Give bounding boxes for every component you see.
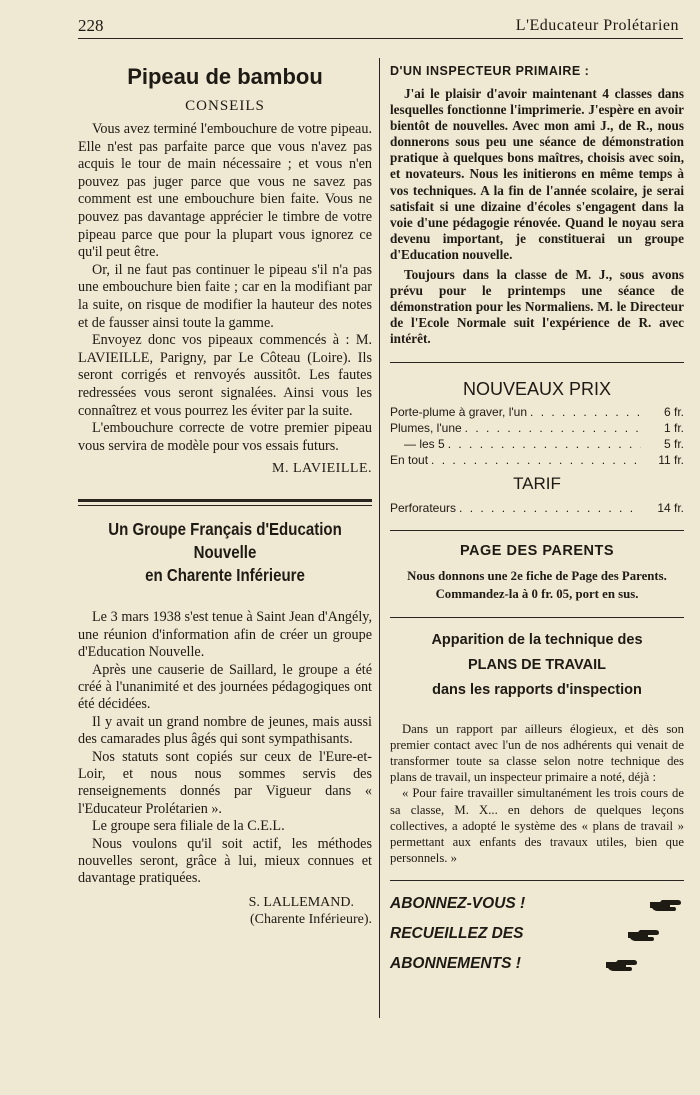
pointing-hand-icon bbox=[648, 898, 682, 912]
subscribe-text: ABONNEMENTS ! bbox=[390, 955, 521, 973]
journal-title: L'Educateur Prolétarien bbox=[515, 17, 679, 34]
page-number: 228 bbox=[78, 16, 104, 35]
parents-title: PAGE DES PARENTS bbox=[459, 542, 615, 559]
section-divider bbox=[390, 880, 684, 881]
paragraph: Après une causerie de Saillard, le groupe a été créé à l'unanimité et des journées pédagogiques ont été décidées. bbox=[78, 661, 372, 713]
price-label: Plumes, l'une bbox=[390, 420, 462, 435]
signature-lallemand: S. LALLEMAND. bbox=[248, 894, 354, 910]
subscribe-text: RECUEILLEZ DES bbox=[390, 925, 524, 943]
paragraph: L'embouchure correcte de votre premier pipeau vous servira de modèle pour vos essais futurs. bbox=[78, 420, 372, 454]
paragraph: J'ai le plaisir d'avoir maintenant 4 classes dans lesquelles fonctionne l'imprimerie. J'espère en avoir bientôt de nouvelles. Avec mon ami J., de R., nous donnerons sous peu une séance de démonstration pratique à quelques bons maîtres, choisis avec soin, et novateurs. Nous les initierons en même temps à vos techniques. A la fin de l'année scolaire, je serai satisfait si une dizaine d'écoles s'engagent dans la voie d'une pédagogie rénovée. Quand le noyau sera devenu important, je constituerai un groupe d'Education nouvelle. bbox=[390, 86, 684, 262]
price-row bbox=[390, 436, 684, 452]
article-subtitle-conseils: CONSEILS bbox=[185, 98, 265, 114]
leader-dots bbox=[465, 420, 641, 436]
paragraph: Le groupe sera filiale de la C.E.L. bbox=[92, 818, 285, 835]
price-row bbox=[390, 420, 684, 436]
running-header bbox=[78, 14, 683, 39]
paragraph: Il y avait un grand nombre de jeunes, mais aussi des camarades plus âgés qui sont sympathisants. bbox=[78, 713, 372, 748]
apparition-line: PLANS DE TRAVAIL bbox=[467, 656, 607, 673]
subscribe-text: ABONNEZ-VOUS ! bbox=[390, 895, 526, 913]
price-label: Porte-plume à graver, l'un bbox=[390, 404, 528, 419]
section-divider bbox=[390, 530, 684, 531]
subscribe-block bbox=[390, 889, 684, 979]
column-divider bbox=[379, 58, 380, 1018]
subscribe-line bbox=[390, 919, 684, 949]
price-value: 5 fr. bbox=[663, 436, 684, 451]
section-divider bbox=[78, 499, 372, 506]
article-title-pipeau: Pipeau de bambou bbox=[127, 64, 323, 89]
paragraph: Dans un rapport par ailleurs élogieux, et dès son premier contact avec l'un de nos adhérents qui venait de transformer toute sa classe selon notre technique des plans de travail, un inspecteur primaire a noté, déjà : bbox=[390, 721, 684, 785]
signature-lavieille: M. LAVIEILLE. bbox=[272, 461, 372, 477]
tarif-title: TARIF bbox=[513, 473, 561, 493]
article-title-line: Un Groupe Français d'Education Nouvelle bbox=[108, 519, 342, 563]
paragraph: Nous voulons qu'il soit actif, les méthodes nouvelles seront, grâce à lui, mieux connues et davantage pratiquées. bbox=[78, 835, 372, 887]
section-divider bbox=[390, 617, 684, 618]
leader-dots bbox=[459, 500, 641, 516]
paragraph: Or, il ne faut pas continuer le pipeau s'il n'a pas une embouchure bien faite ; car en la modifiant par la suite, on risque de modifier la hauteur des notes et de fausser ainsi toute la gamme. bbox=[78, 261, 372, 331]
article-body-groupe bbox=[78, 609, 372, 888]
paragraph: Toujours dans la classe de M. J., sous avons prévu pour le printemps une séance de démonstration pour les Normaliens. M. le Directeur de l'Ecole Normale suit l'expérience de R. avec intérêt. bbox=[390, 267, 684, 347]
leader-dots bbox=[448, 436, 641, 452]
subscribe-line bbox=[390, 949, 684, 979]
pointing-hand-icon bbox=[626, 928, 660, 942]
article-body-pipeau bbox=[78, 121, 372, 455]
right-column bbox=[390, 58, 684, 979]
paragraph: Nos statuts sont copiés sur ceux de l'Eure-et-Loir, et nous nous sommes servis des renseignements donnés par Vigueur dans « l'Educateur Prolétarien ». bbox=[78, 748, 372, 817]
inspector-heading: D'UN INSPECTEUR PRIMAIRE : bbox=[390, 64, 590, 78]
parents-text: Nous donnons une 2e fiche de Page des Parents. Commandez-la à 0 fr. 05, port en sus. bbox=[407, 568, 667, 601]
price-value: 1 fr. bbox=[663, 420, 684, 435]
paragraph: Le 3 mars 1938 s'est tenue à Saint Jean d'Angély, une réunion d'information afin de créer un groupe d'Education Nouvelle. bbox=[78, 609, 372, 661]
apparition-line: dans les rapports d'inspection bbox=[432, 681, 642, 698]
prices-title: NOUVEAUX PRIX bbox=[462, 378, 612, 399]
article-title-line: en Charente Inférieure bbox=[145, 565, 305, 586]
paragraph: « Pour faire travailler simultanément les trois cours de sa classe, M. X... en dehors de quelques leçons collectives, a adopté le système des « plans de travail » permettant aux enfants des travaux utiles, bien que personnels. » bbox=[390, 786, 684, 866]
subscribe-line bbox=[390, 889, 684, 919]
section-divider bbox=[390, 362, 684, 363]
price-value: 11 fr. bbox=[658, 452, 684, 467]
leader-dots bbox=[530, 404, 641, 420]
leader-dots bbox=[431, 452, 641, 468]
tarif-list bbox=[390, 500, 684, 516]
inspector-body bbox=[390, 86, 684, 348]
signature-place: (Charente Inférieure). bbox=[249, 911, 372, 927]
price-value: 6 fr. bbox=[663, 404, 684, 419]
price-list bbox=[390, 404, 684, 468]
price-row bbox=[390, 500, 684, 516]
price-label: Perforateurs bbox=[390, 500, 457, 515]
price-row bbox=[390, 452, 684, 468]
price-label: — les 5 bbox=[404, 436, 445, 451]
price-label: En tout bbox=[390, 452, 429, 467]
price-row bbox=[390, 404, 684, 420]
apparition-body bbox=[390, 721, 684, 867]
paragraph: Vous avez terminé l'embouchure de votre pipeau. Elle n'est pas parfaite parce que vous n'avez pas acquis le tour de main nécessaire ; et vous n'en pouvez pas juger parce que vous ne savez pas comment est une embouchure bien faite. Vous ne pouvez pas davantage apprécier le timbre de votre pipeau parce que pour la plupart vous ignorez ce qu'il peut être. bbox=[78, 121, 372, 261]
article-title-groupe bbox=[78, 518, 372, 587]
paragraph: Envoyez donc vos pipeaux commencés à : M. LAVIEILLE, Parigny, par Le Côteau (Loire). Ils seront corrigés et renvoyés aussitôt. Les fautes redressées vous seront signalées. Ainsi vous les connaîtrez et vous pourrez les éviter par la suite. bbox=[78, 332, 372, 419]
price-value: 14 fr. bbox=[657, 500, 684, 515]
apparition-line: Apparition de la technique des bbox=[431, 631, 643, 648]
apparition-heading bbox=[390, 628, 684, 703]
pointing-hand-icon bbox=[604, 958, 638, 972]
left-column bbox=[78, 58, 372, 928]
